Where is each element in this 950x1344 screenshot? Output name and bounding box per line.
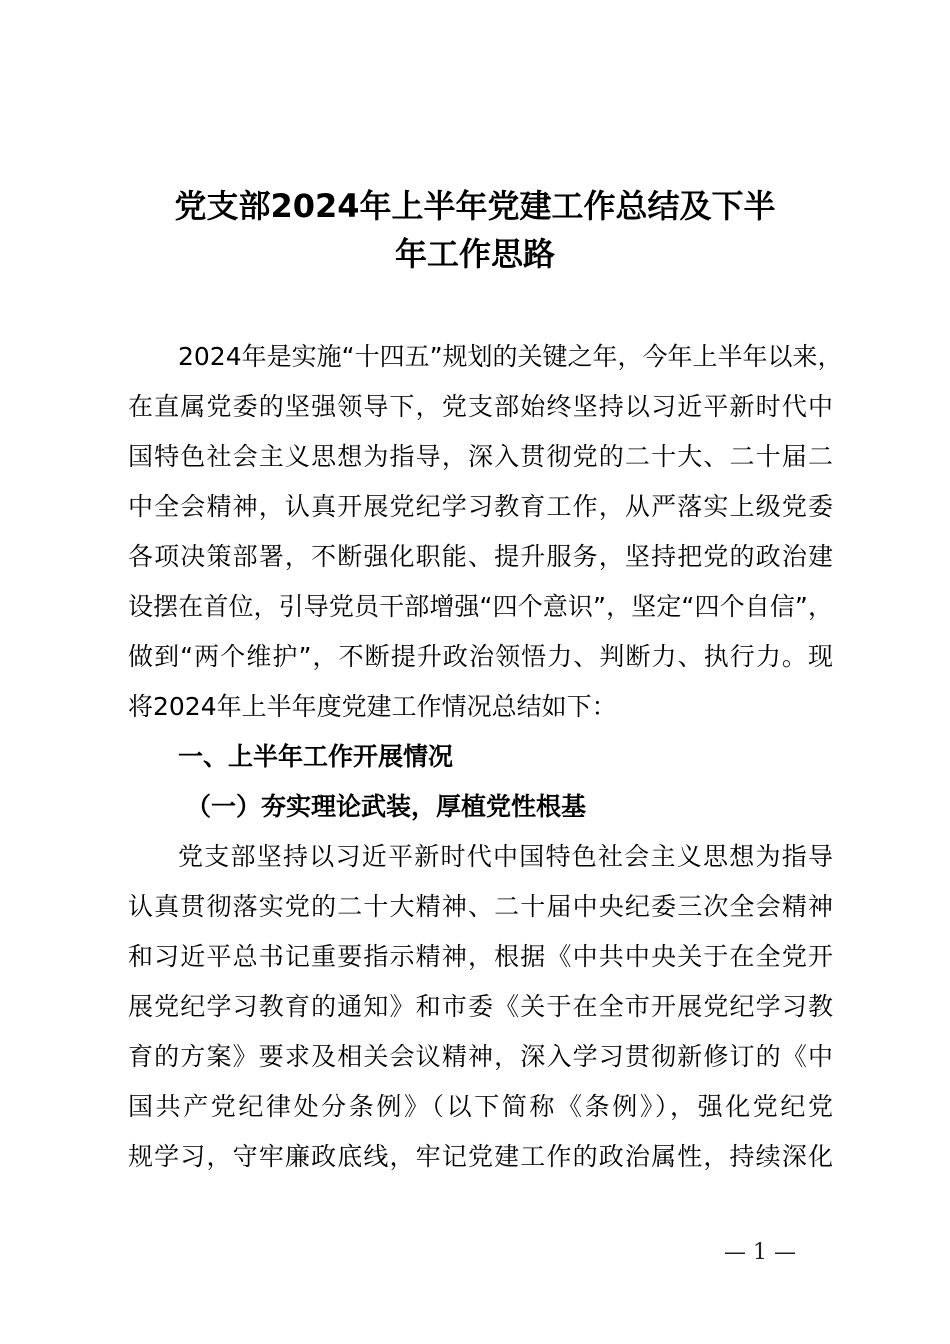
section-paragraph-line: 和习近平总书记重要指示精神，根据《中共中央关于在全党开 — [128, 942, 833, 971]
subsection-heading-1: （一）夯实理论武装，厚植党性根基 — [186, 792, 587, 821]
title-line-1: 党支部2024年上半年党建工作总结及下半 — [174, 187, 776, 225]
document-title — [110, 182, 840, 278]
section-paragraph-line: 认真贯彻落实党的二十大精神、二十届中央纪委三次全会精神 — [128, 892, 833, 921]
intro-paragraph-line: 设摆在首位，引导党员干部增强“四个意识”，坚定“四个自信”， — [128, 592, 833, 621]
intro-paragraph-line: 在直属党委的坚强领导下，党支部始终坚持以习近平新时代中 — [128, 392, 833, 421]
page-number: — 1 — — [724, 1240, 796, 1265]
title-line-2: 年工作思路 — [394, 235, 555, 273]
section-paragraph-line: 育的方案》要求及相关会议精神，深入学习贯彻新修订的《中 — [128, 1042, 833, 1071]
document-body — [128, 332, 843, 1182]
intro-paragraph-line: 做到“两个维护”，不断提升政治领悟力、判断力、执行力。现 — [128, 642, 833, 671]
intro-paragraph-line: 中全会精神，认真开展党纪学习教育工作，从严落实上级党委 — [128, 492, 833, 521]
intro-paragraph-line: 各项决策部署，不断强化职能、提升服务，坚持把党的政治建 — [128, 542, 833, 571]
section-paragraph-line: 展党纪学习教育的通知》和市委《关于在全市开展党纪学习教 — [128, 992, 833, 1021]
section-paragraph-line: 国共产党纪律处分条例》（以下简称《条例》），强化党纪党 — [128, 1092, 833, 1121]
intro-paragraph-line: 2024年是实施“十四五”规划的关键之年，今年上半年以来， — [178, 342, 843, 371]
intro-paragraph-line: 将2024年上半年度党建工作情况总结如下： — [128, 692, 617, 721]
section-heading-1: 一、上半年工作开展情况 — [178, 742, 454, 771]
section-paragraph-line: 党支部坚持以习近平新时代中国特色社会主义思想为指导 — [178, 842, 833, 871]
section-paragraph-line: 规学习，守牢廉政底线，牢记党建工作的政治属性，持续深化 — [128, 1142, 833, 1171]
intro-paragraph-line: 国特色社会主义思想为指导，深入贯彻党的二十大、二十届二 — [128, 442, 833, 471]
